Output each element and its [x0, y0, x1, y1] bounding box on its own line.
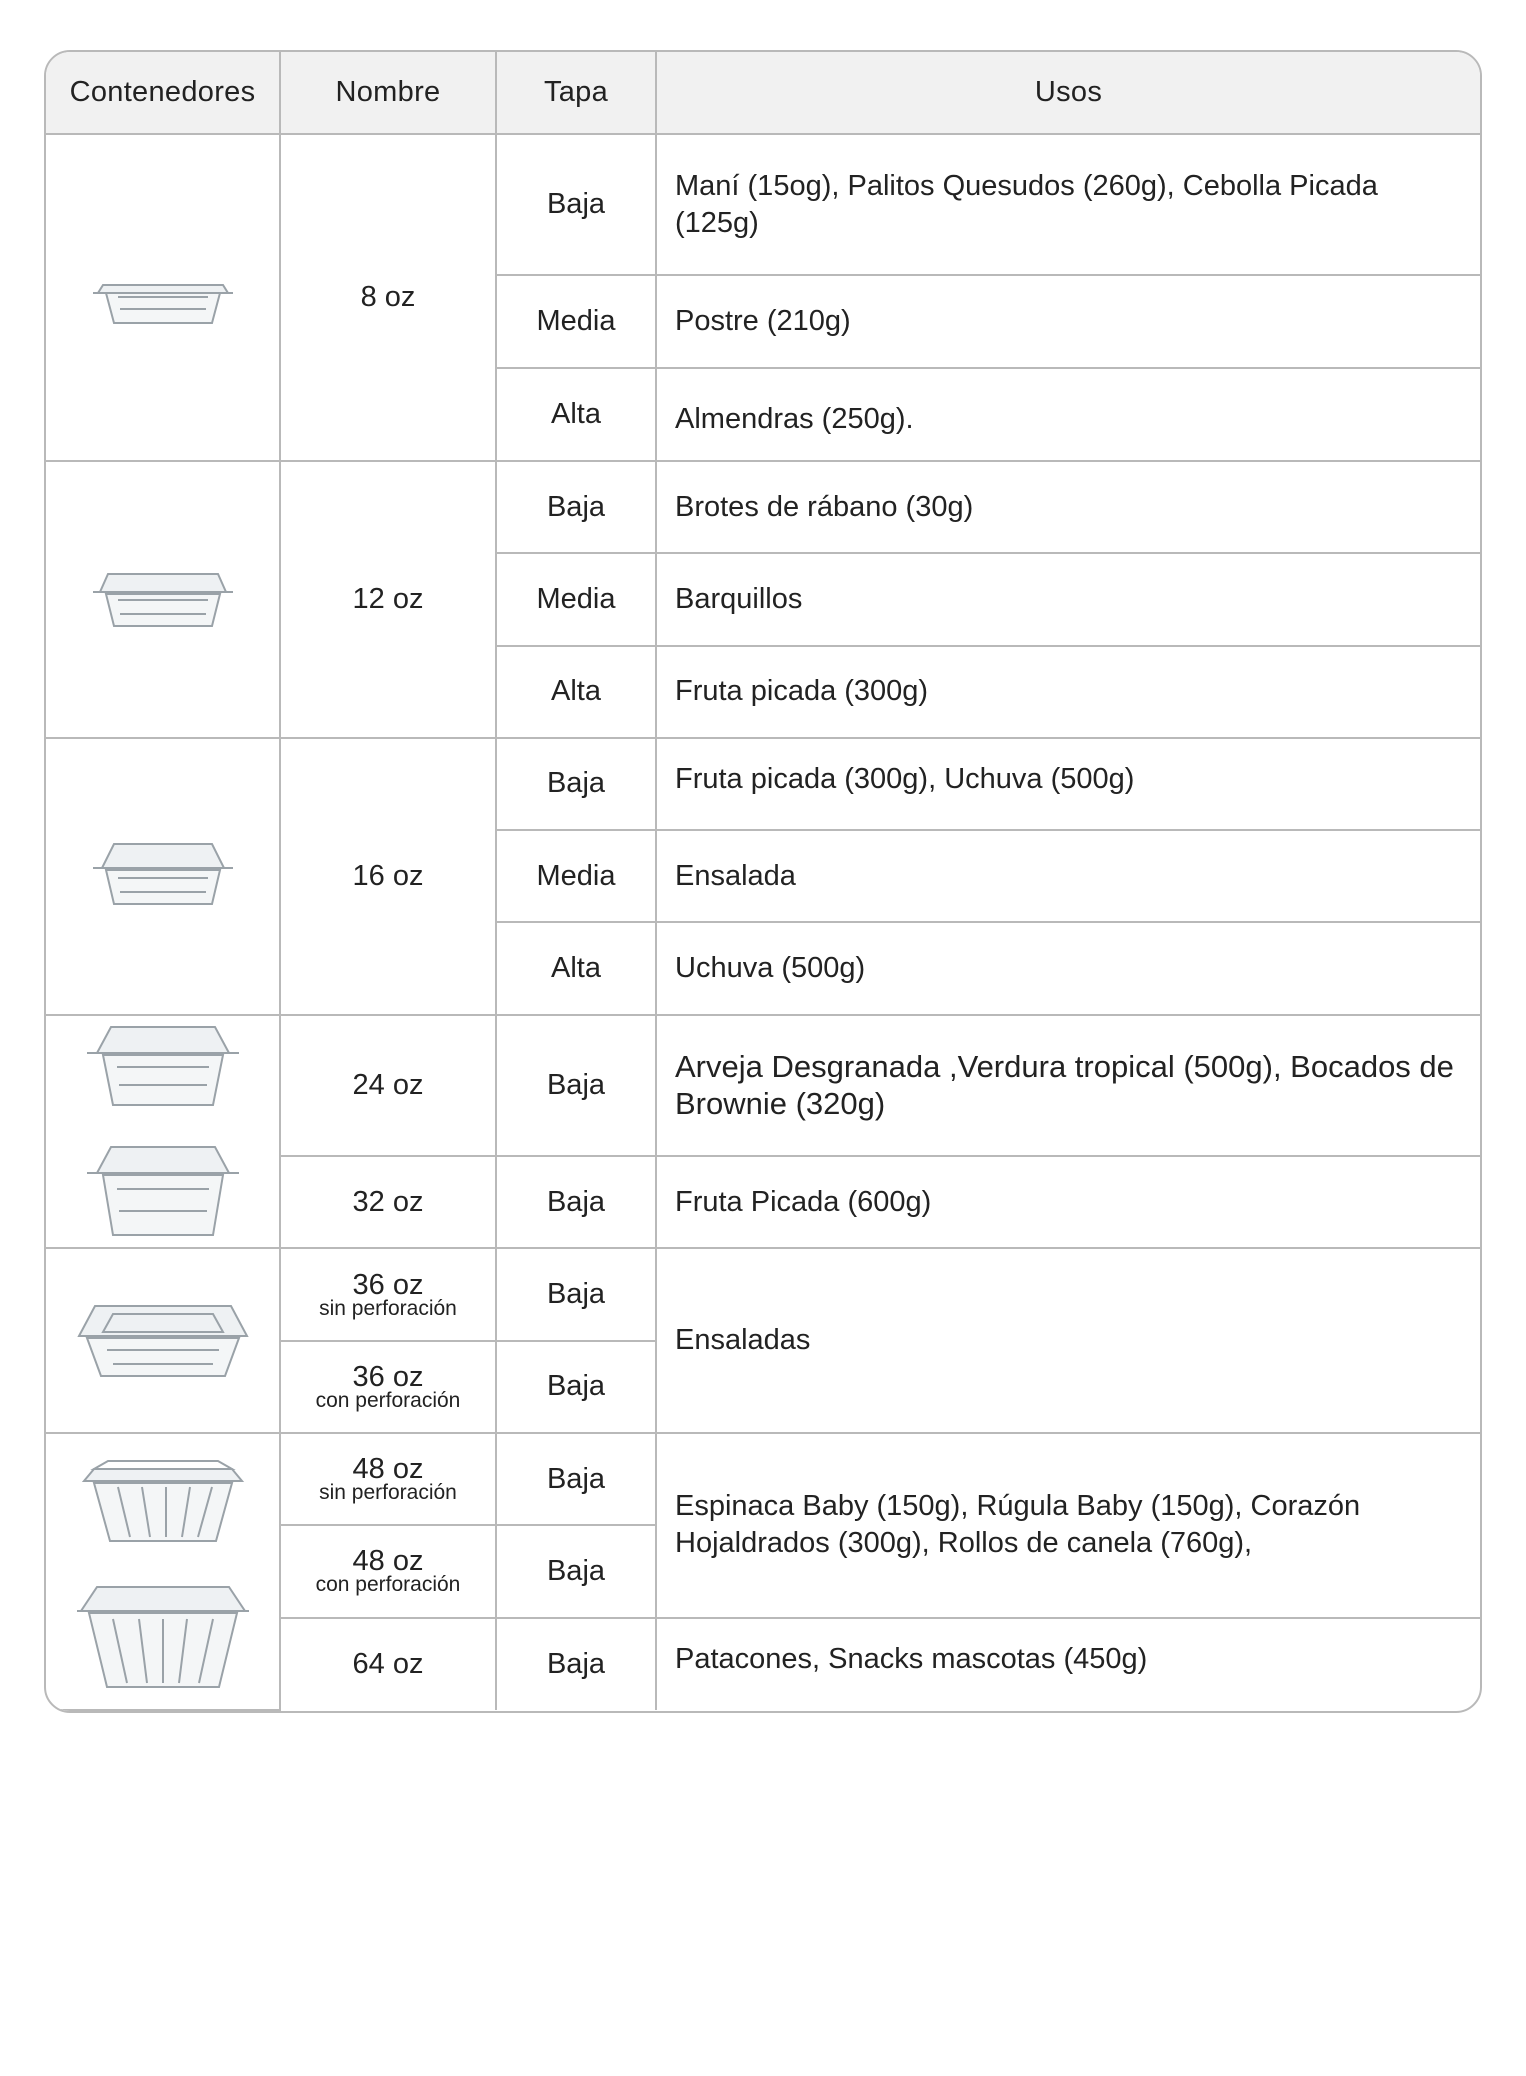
- tapa-cell: Baja: [496, 1433, 656, 1525]
- usos-cell-48oz: Espinaca Baby (150g), Rúgula Baby (150g), Corazón Hojaldrados (300g), Rollos de canela (760g),: [656, 1433, 1480, 1618]
- nombre-sub: sin perforación: [319, 1296, 457, 1320]
- usos-cell: Almendras (250g).: [656, 368, 1480, 461]
- container-image-48-64oz: [46, 1433, 280, 1710]
- header-contenedores: Contenedores: [46, 52, 280, 134]
- tapa-cell: Media: [496, 553, 656, 645]
- usos-cell: Arveja Desgranada ,Verdura tropical (500g), Bocados de Brownie (320g): [656, 1015, 1480, 1156]
- table-row: [46, 1433, 1480, 1525]
- container-image-12oz: [46, 461, 280, 738]
- usos-cell: Fruta Picada (600g): [656, 1156, 1480, 1248]
- nombre-cell: [280, 1341, 496, 1433]
- nombre-16oz: 16 oz: [280, 738, 496, 1015]
- table-row: [46, 738, 1480, 830]
- nombre-sub: con perforación: [315, 1573, 461, 1597]
- container-image-36oz: [46, 1248, 280, 1433]
- usos-cell: Ensalada: [656, 830, 1480, 922]
- usos-cell-36oz: Ensaladas: [656, 1248, 1480, 1433]
- tapa-cell: Baja: [496, 1156, 656, 1248]
- tapa-cell: Baja: [496, 1618, 656, 1710]
- usos-cell: Brotes de rábano (30g): [656, 461, 1480, 553]
- container-image-24-32oz: [46, 1015, 280, 1249]
- nombre-main: 48 oz: [352, 1453, 424, 1486]
- nombre-sub: con perforación: [315, 1388, 461, 1412]
- tapa-cell: Alta: [496, 922, 656, 1014]
- header-row: [46, 52, 1480, 134]
- tapa-cell: Baja: [496, 1248, 656, 1340]
- clamshell-container-icon: [78, 1447, 248, 1547]
- nombre-8oz: 8 oz: [280, 134, 496, 461]
- container-image-8oz: [46, 134, 280, 461]
- clamshell-container-icon: [88, 838, 238, 914]
- nombre-main: 36 oz: [352, 1360, 424, 1393]
- tapa-cell: Baja: [496, 738, 656, 830]
- tapa-cell: Alta: [496, 646, 656, 738]
- tapa-cell: Baja: [496, 134, 656, 275]
- nombre-12oz: 12 oz: [280, 461, 496, 738]
- tapa-cell: Baja: [496, 1525, 656, 1617]
- tapa-cell: Media: [496, 275, 656, 367]
- clamshell-container-icon: [88, 263, 238, 333]
- nombre-sub: sin perforación: [319, 1481, 457, 1505]
- usos-cell: Barquillos: [656, 553, 1480, 645]
- usos-cell: Fruta picada (300g), Uchuva (500g): [656, 738, 1480, 830]
- header-nombre: Nombre: [280, 52, 496, 134]
- header-tapa: Tapa: [496, 52, 656, 134]
- usos-cell: Fruta picada (300g): [656, 646, 1480, 738]
- tapa-cell: Baja: [496, 1015, 656, 1156]
- tapa-cell: Baja: [496, 1341, 656, 1433]
- table-row: [46, 134, 1480, 275]
- nombre-main: 36 oz: [352, 1268, 424, 1301]
- table-row: [46, 461, 1480, 553]
- nombre-cell: 24 oz: [280, 1015, 496, 1156]
- table-row: [46, 1248, 1480, 1340]
- clamshell-container-icon: [83, 1141, 243, 1245]
- table-row: [46, 1015, 1480, 1156]
- container-image-16oz: [46, 738, 280, 1015]
- nombre-cell: [280, 1248, 496, 1340]
- nombre-cell: [280, 1433, 496, 1525]
- nombre-cell: 32 oz: [280, 1156, 496, 1248]
- containers-table-frame: [44, 50, 1482, 1713]
- tapa-cell: Alta: [496, 368, 656, 461]
- header-usos: Usos: [656, 52, 1480, 134]
- usos-cell: Uchuva (500g): [656, 922, 1480, 1014]
- clamshell-container-icon: [73, 1581, 253, 1695]
- nombre-main: 48 oz: [352, 1545, 424, 1578]
- usos-cell: Postre (210g): [656, 275, 1480, 367]
- clamshell-container-icon: [83, 1019, 243, 1115]
- clamshell-container-icon: [73, 1296, 253, 1386]
- clamshell-container-icon: [88, 564, 238, 634]
- containers-table: [46, 52, 1480, 1711]
- usos-cell: Patacones, Snacks mascotas (450g): [656, 1618, 1480, 1710]
- tapa-cell: Baja: [496, 461, 656, 553]
- nombre-cell: 64 oz: [280, 1618, 496, 1710]
- nombre-cell: [280, 1525, 496, 1617]
- usos-cell: Maní (15og), Palitos Quesudos (260g), Cebolla Picada (125g): [656, 134, 1480, 275]
- tapa-cell: Media: [496, 830, 656, 922]
